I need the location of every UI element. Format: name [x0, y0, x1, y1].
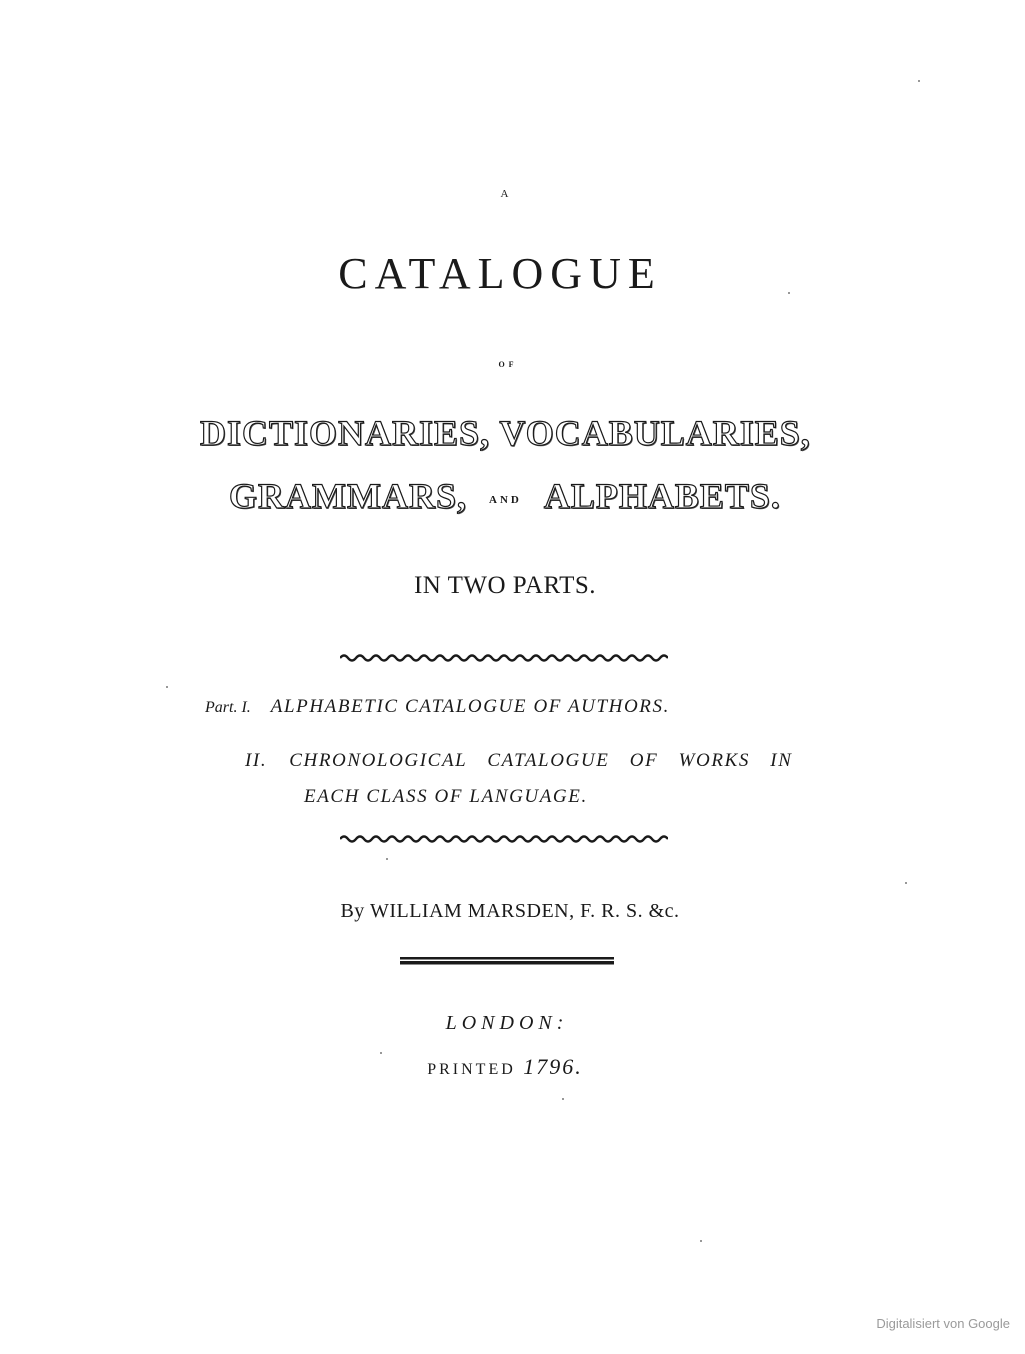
paper-speck	[700, 1240, 702, 1242]
paper-speck	[788, 292, 790, 294]
subject-line-2	[225, 475, 785, 517]
subject-and: AND	[489, 493, 522, 506]
title-of: OF	[498, 360, 518, 369]
double-rule	[400, 956, 614, 966]
main-title: CATALOGUE	[338, 249, 662, 298]
parts-count: IN TWO PARTS.	[413, 572, 597, 599]
paper-speck	[386, 858, 388, 860]
paper-speck	[918, 80, 920, 82]
author-line	[310, 900, 710, 923]
part-2-line	[245, 750, 793, 772]
part-2-label: II.	[245, 750, 268, 771]
subject-alphabets: ALPHABETS.	[543, 476, 781, 516]
subject-line-1: DICTIONARIES, VOCABULARIES,	[200, 413, 811, 453]
author-by: By	[340, 900, 365, 922]
imprint-date-line	[380, 1054, 630, 1080]
imprint-printed-label: PRINTED	[427, 1061, 516, 1078]
paper-speck	[380, 1052, 382, 1054]
ornamental-wave-rule-bottom	[340, 834, 668, 844]
paper-speck	[905, 882, 907, 884]
author-name: WILLIAM MARSDEN, F. R. S. &c.	[369, 900, 680, 922]
imprint-year: 1796.	[523, 1054, 583, 1079]
digitization-watermark: Digitalisiert von Google	[876, 1316, 1010, 1331]
part-2-text: CHRONOLOGICAL CATALOGUE OF WORKS IN	[289, 750, 793, 771]
imprint-place: LONDON:	[445, 1012, 569, 1034]
title-article: A	[500, 188, 510, 200]
part-1-line	[205, 696, 670, 718]
ornamental-wave-rule-top	[340, 653, 668, 663]
part-1-text: ALPHABETIC CATALOGUE OF AUTHORS.	[270, 696, 670, 717]
paper-speck	[166, 686, 168, 688]
paper-speck	[562, 1098, 564, 1100]
subject-grammars: GRAMMARS,	[229, 476, 468, 516]
part-1-label: Part. I.	[205, 699, 251, 716]
part-2-continued: EACH CLASS OF LANGUAGE.	[304, 786, 588, 807]
